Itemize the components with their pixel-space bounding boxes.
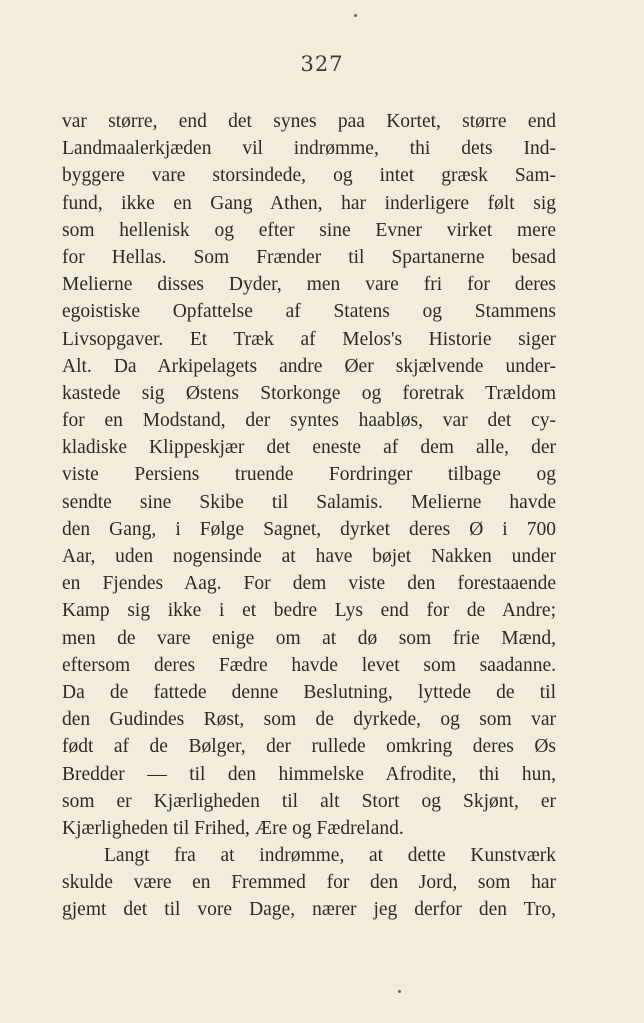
text-line: en Fjendes Aag. For dem viste den forestaaende [62,573,556,595]
text-line: var større, end det synes paa Kortet, større end [62,111,556,132]
paper-speck [354,14,357,17]
text-line: viste Persiens truende Fordringer tilbage og [62,464,556,486]
text-line: Aar, uden nogensinde at have bøjet Nakken under [62,546,556,567]
text-line: Melierne disses Dyder, men vare fri for deres [62,274,556,296]
text-line: byggere vare storsindede, og intet græsk Sam- [62,165,556,187]
text-line: men de vare enige om at dø som frie Mænd, [62,627,556,649]
text-line: kladiske Klippeskjær det eneste af dem alle, der [62,437,556,459]
text-line: som er Kjærligheden til alt Stort og Skjønt, er [62,790,556,812]
body-text [62,108,556,924]
text-line: for Hellas. Som Frænder til Spartanerne besad [62,246,556,268]
text-line: kastede sig Østens Storkonge og foretrak Trældom [62,382,556,404]
text-line: Alt. Da Arkipelagets andre Øer skjælvende under- [62,355,556,377]
text-line: skulde være en Fremmed for den Jord, som har [62,872,556,894]
text-line: egoistiske Opfattelse af Statens og Stammens [62,301,556,323]
text-line: den Gudindes Røst, som de dyrkede, og som var [62,709,556,731]
text-line: gjemt det til vore Dage, nærer jeg derfor den Tro, [62,899,556,921]
text-line: født af de Bølger, der rullede omkring deres Øs [62,736,556,758]
paper-speck [398,990,401,993]
text-line: for en Modstand, der syntes haabløs, var det cy- [62,410,556,432]
text-line: eftersom deres Fædre havde levet som saadanne. [62,654,556,676]
text-line: Landmaalerkjæden vil indrømme, thi dets Ind- [62,138,556,160]
text-line: Livsopgaver. Et Træk af Melos's Historie siger [62,328,556,350]
text-line: Kjærligheden til Frihed, Ære og Fædreland. [62,817,404,839]
page-number: 327 [300,52,344,76]
text-line: som hellenisk og efter sine Evner virket mere [62,219,556,241]
text-line: Bredder — til den himmelske Afrodite, thi hun, [62,763,556,785]
text-line: den Gang, i Følge Sagnet, dyrket deres Ø i 700 [62,518,556,540]
text-line: sendte sine Skibe til Salamis. Melierne havde [62,491,556,513]
text-line: Da de fattede denne Beslutning, lyttede de til [62,681,556,703]
text-line: Langt fra at indrømme, at dette Kunstværk [104,845,556,867]
text-line: fund, ikke en Gang Athen, har inderligere følt sig [62,192,556,214]
text-line: Kamp sig ikke i et bedre Lys end for de Andre; [62,600,556,622]
